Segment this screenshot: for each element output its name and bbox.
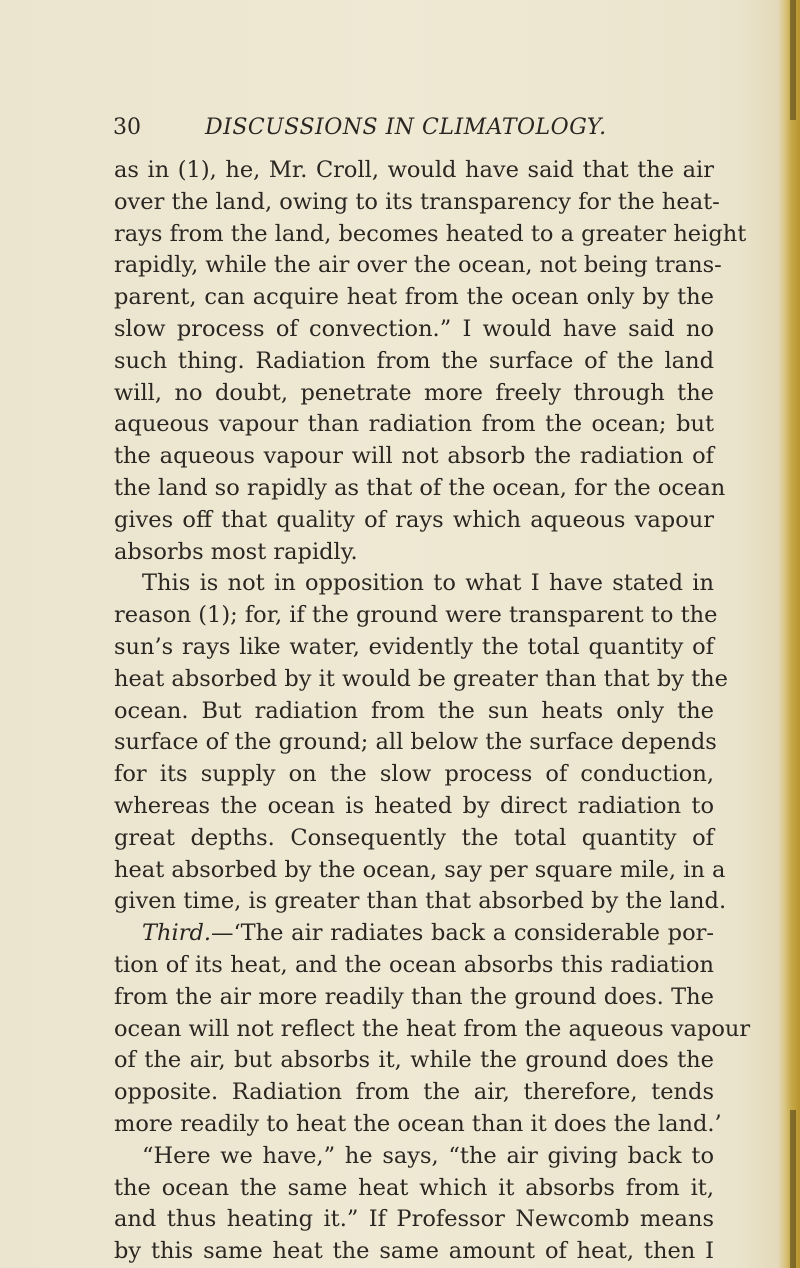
text-line: parent, can acquire heat from the ocean only by the <box>114 284 714 311</box>
text-line: the ocean the same heat which it absorbs from it, <box>114 1174 714 1201</box>
text-line: great depths. Consequently the total quantity of <box>114 824 714 851</box>
text-line: rays from the land, becomes heated to a greater height <box>114 220 747 247</box>
running-head <box>113 113 733 143</box>
text-line: “Here we have,” he says, “the air giving back to <box>142 1142 714 1169</box>
text-line: for its supply on the slow process of conduction, <box>114 761 714 788</box>
text-line: ocean will not reflect the heat from the aqueous vapour <box>114 1015 751 1042</box>
text-line: ocean. But radiation from the sun heats only the <box>114 697 714 724</box>
text-line: as in (1), he, Mr. Croll, would have said that the air <box>114 157 714 183</box>
page-edge-gilt <box>778 0 800 1268</box>
text-line: sun’s rays like water, evidently the total quantity of <box>114 633 714 660</box>
text-line: surface of the ground; all below the surface depends <box>114 729 717 756</box>
text-line: opposite. Radiation from the air, therefore, tends <box>114 1079 714 1106</box>
running-title: DISCUSSIONS IN CLIMATOLOGY. <box>205 115 607 140</box>
text-line: more readily to heat the ocean than it does the land.’ <box>114 1110 722 1137</box>
text-line: absorbs most rapidly. <box>114 538 358 565</box>
text-line: heat absorbed by it would be greater than that by the <box>114 665 728 692</box>
text-line: given time, is greater than that absorbed by the land. <box>114 888 727 915</box>
text-line: This is not in opposition to what I have stated in <box>142 570 714 597</box>
text-line: tion of its heat, and the ocean absorbs this radiation <box>114 951 714 978</box>
page-number: 30 <box>113 115 141 140</box>
text-line: reason (1); for, if the ground were transparent to the <box>114 602 718 629</box>
text-line: aqueous vapour than radiation from the ocean; but <box>114 411 714 438</box>
text-line: the land so rapidly as that of the ocean, for the ocean <box>114 474 726 501</box>
text-line: rapidly, while the air over the ocean, not being trans- <box>114 252 722 279</box>
text-line: of the air, but absorbs it, while the ground does the <box>114 1047 714 1074</box>
third-line-rest: —‘The air radiates back a considerable por- <box>211 920 714 947</box>
body-text <box>114 155 751 1268</box>
page-edge-shadow <box>790 0 796 120</box>
text-line: from the air more readily than the ground does. The <box>114 983 714 1010</box>
text-line: and thus heating it.” If Professor Newcomb means <box>114 1206 714 1233</box>
page-edge-shadow <box>790 1110 796 1268</box>
text-line-third <box>114 918 714 950</box>
text-line: such thing. Radiation from the surface of the land <box>114 347 714 374</box>
text-line: slow process of convection.” I would have said no <box>114 315 714 342</box>
text-line: the aqueous vapour will not absorb the radiation of <box>114 443 714 470</box>
text-line: over the land, owing to its transparency for the heat- <box>114 188 720 215</box>
text-line: heat absorbed by the ocean, say per square mile, in a <box>114 856 726 883</box>
third-italic-lead: Third. <box>142 920 212 947</box>
text-line: whereas the ocean is heated by direct radiation to <box>114 792 714 819</box>
text-line: gives off that quality of rays which aqueous vapour <box>114 506 714 533</box>
text-line: by this same heat the same amount of heat, then I <box>114 1238 714 1265</box>
text-line: will, no doubt, penetrate more freely through the <box>114 379 714 406</box>
